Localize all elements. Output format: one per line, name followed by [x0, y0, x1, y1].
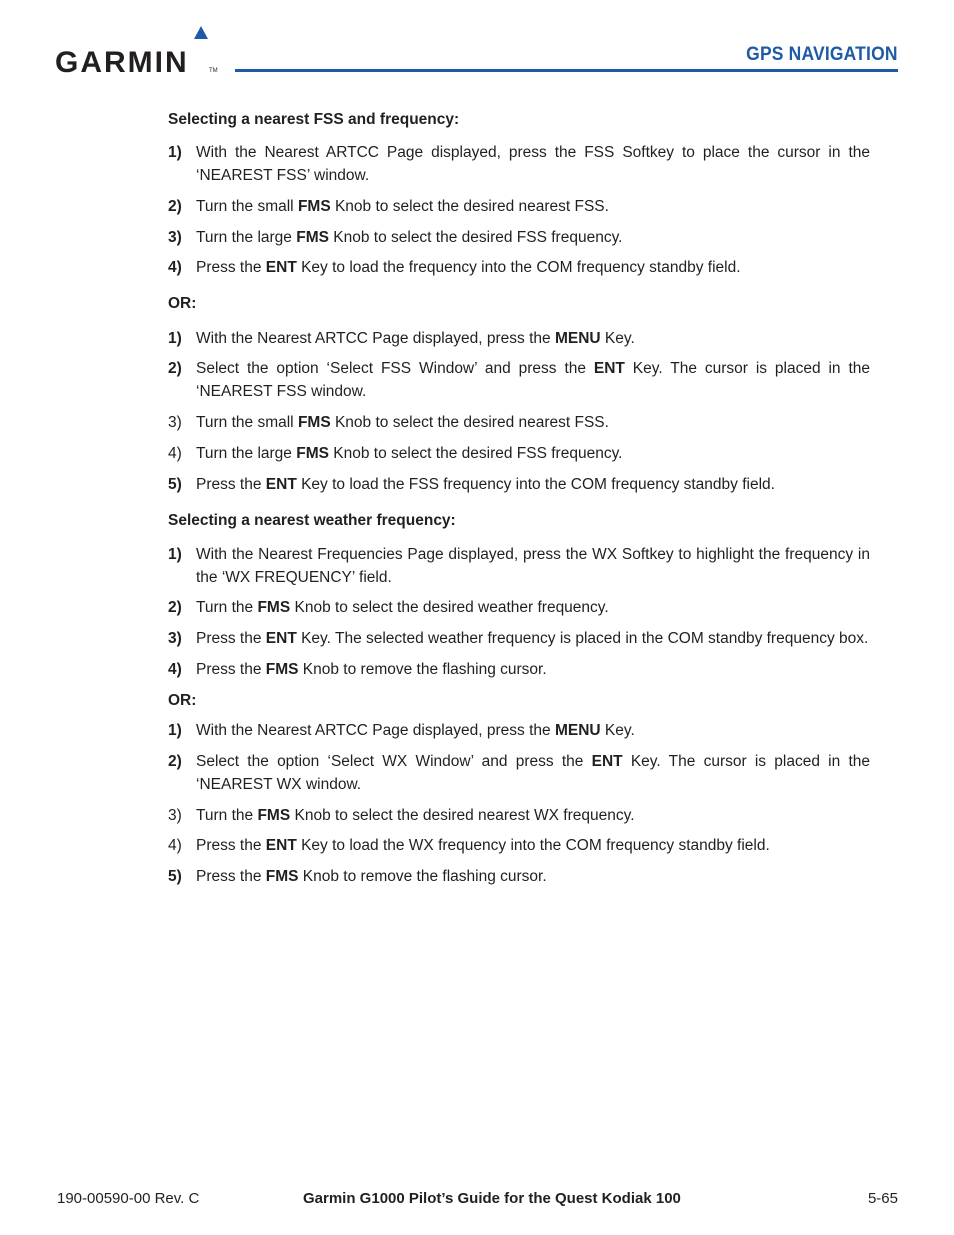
text-run: Knob to select the desired nearest FSS.	[330, 414, 609, 431]
text-run: Turn the small	[196, 198, 298, 215]
key-name: FMS	[296, 229, 329, 246]
key-name: FMS	[297, 414, 331, 431]
step-text	[196, 141, 870, 187]
step-text	[196, 256, 870, 279]
key-name: MENU	[554, 722, 601, 739]
procedure-step	[168, 543, 870, 589]
text-run: Key. The cursor is placed in the ‘NEAREST FSS window.	[196, 360, 870, 400]
step-text	[196, 834, 870, 857]
step-number: 1)	[168, 722, 182, 739]
step-text	[196, 804, 870, 827]
step-number: 3)	[168, 630, 182, 647]
key-name: ENT	[591, 753, 623, 770]
step-number: 4)	[168, 661, 182, 678]
text-run: Press the	[196, 868, 266, 885]
text-run: Knob to select the desired FSS frequency.	[328, 229, 623, 246]
text-run: Press the	[196, 259, 266, 276]
step-number: 2)	[168, 198, 182, 215]
text-run: Key to load the FSS frequency into the COM frequency standby field.	[296, 476, 775, 493]
procedure-step	[168, 658, 870, 681]
text-run: Knob to remove the flashing cursor.	[298, 868, 547, 885]
text-run: Press the	[196, 476, 266, 493]
key-name: FMS	[297, 198, 331, 215]
text-run: Select the option ‘Select WX Window’ and press the	[196, 753, 592, 770]
text-run: Turn the	[196, 807, 258, 824]
step-text	[196, 357, 870, 403]
text-run: Select the option ‘Select FSS Window’ and press the	[196, 360, 594, 377]
step-number: 4)	[168, 259, 182, 276]
key-name: ENT	[265, 630, 297, 647]
procedure-step	[168, 865, 870, 888]
key-name: FMS	[257, 599, 291, 616]
step-number: 4)	[168, 837, 182, 854]
svg-text:TM: TM	[209, 68, 218, 74]
step-number: 3)	[168, 807, 182, 824]
header-rule	[235, 69, 898, 72]
step-number: 5)	[168, 476, 182, 493]
procedure-step	[168, 357, 870, 403]
step-number: 4)	[168, 445, 182, 462]
step-text	[196, 719, 870, 742]
step-text	[196, 596, 870, 619]
procedure-step	[168, 195, 870, 218]
section-heading: Selecting a nearest weather frequency:	[168, 512, 456, 529]
procedure-step	[168, 596, 870, 619]
key-name: FMS	[296, 445, 329, 462]
text-run: Knob to select the desired nearest FSS.	[330, 198, 609, 215]
svg-text:GARMIN: GARMIN	[55, 46, 189, 76]
key-name: FMS	[257, 807, 291, 824]
step-text	[196, 473, 870, 496]
step-number: 1)	[168, 546, 182, 563]
step-number: 1)	[168, 330, 182, 347]
text-run: Press the	[196, 630, 266, 647]
procedure-step	[168, 473, 870, 496]
step-text	[196, 195, 870, 218]
text-run: With the Nearest ARTCC Page displayed, press the FSS Softkey to place the cursor in the ‘NEAREST FSS’ window.	[196, 144, 870, 184]
step-text	[196, 658, 870, 681]
text-run: Knob to select the desired nearest WX frequency.	[290, 807, 635, 824]
text-run: Press the	[196, 661, 266, 678]
footer-title: Garmin G1000 Pilot’s Guide for the Quest Kodiak 100	[303, 1190, 681, 1207]
step-text	[196, 226, 870, 249]
step-number: 1)	[168, 144, 182, 161]
key-name: FMS	[265, 661, 299, 678]
text-run: Knob to remove the flashing cursor.	[298, 661, 547, 678]
text-run: Key to load the frequency into the COM frequency standby field.	[296, 259, 741, 276]
key-name: FMS	[265, 868, 299, 885]
step-text	[196, 865, 870, 888]
procedure-step	[168, 442, 870, 465]
procedure-step	[168, 834, 870, 857]
text-run: Turn the large	[196, 229, 297, 246]
text-run: Key. The cursor is placed in the ‘NEAREST WX window.	[196, 753, 870, 793]
section-title: GPS NAVIGATION	[746, 44, 898, 65]
step-text	[196, 543, 870, 589]
text-run: Key.	[600, 330, 635, 347]
footer-doc-number: 190-00590-00 Rev. C	[57, 1190, 200, 1207]
text-run: Knob to select the desired weather frequency.	[290, 599, 609, 616]
step-number: 2)	[168, 599, 182, 616]
step-text	[196, 627, 870, 650]
text-run: Press the	[196, 837, 266, 854]
footer-page-number: 5-65	[867, 1190, 898, 1207]
step-number: 2)	[168, 753, 182, 770]
procedure-step	[168, 226, 870, 249]
step-text	[196, 750, 870, 796]
section-heading: OR:	[168, 692, 197, 709]
procedure-step	[168, 256, 870, 279]
procedure-step	[168, 627, 870, 650]
step-number: 3)	[168, 229, 182, 246]
text-run: With the Nearest Frequencies Page displayed, press the WX Softkey to highlight the frequency in the ‘WX FREQUENCY’ field.	[196, 546, 870, 586]
text-run: Key.	[600, 722, 635, 739]
key-name: MENU	[554, 330, 601, 347]
text-run: With the Nearest ARTCC Page displayed, press the	[196, 722, 555, 739]
procedure-step	[168, 411, 870, 434]
garmin-logo	[55, 26, 220, 76]
procedure-step	[168, 141, 870, 187]
key-name: ENT	[593, 360, 625, 377]
procedure-step	[168, 804, 870, 827]
key-name: ENT	[265, 837, 297, 854]
procedure-step	[168, 327, 870, 350]
step-text	[196, 442, 870, 465]
section-heading: Selecting a nearest FSS and frequency:	[168, 111, 460, 128]
section-heading: OR:	[168, 295, 197, 312]
procedure-step	[168, 750, 870, 796]
text-run: Key. The selected weather frequency is placed in the COM standby frequency box.	[296, 630, 869, 647]
step-number: 2)	[168, 360, 182, 377]
key-name: ENT	[265, 476, 297, 493]
step-text	[196, 327, 870, 350]
text-run: With the Nearest ARTCC Page displayed, press the	[196, 330, 555, 347]
text-run: Turn the small	[196, 414, 298, 431]
text-run: Key to load the WX frequency into the COM frequency standby field.	[296, 837, 770, 854]
step-text	[196, 411, 870, 434]
step-number: 5)	[168, 868, 182, 885]
key-name: ENT	[265, 259, 297, 276]
text-run: Knob to select the desired FSS frequency.	[328, 445, 623, 462]
procedure-step	[168, 719, 870, 742]
step-number: 3)	[168, 414, 182, 431]
text-run: Turn the large	[196, 445, 297, 462]
text-run: Turn the	[196, 599, 258, 616]
